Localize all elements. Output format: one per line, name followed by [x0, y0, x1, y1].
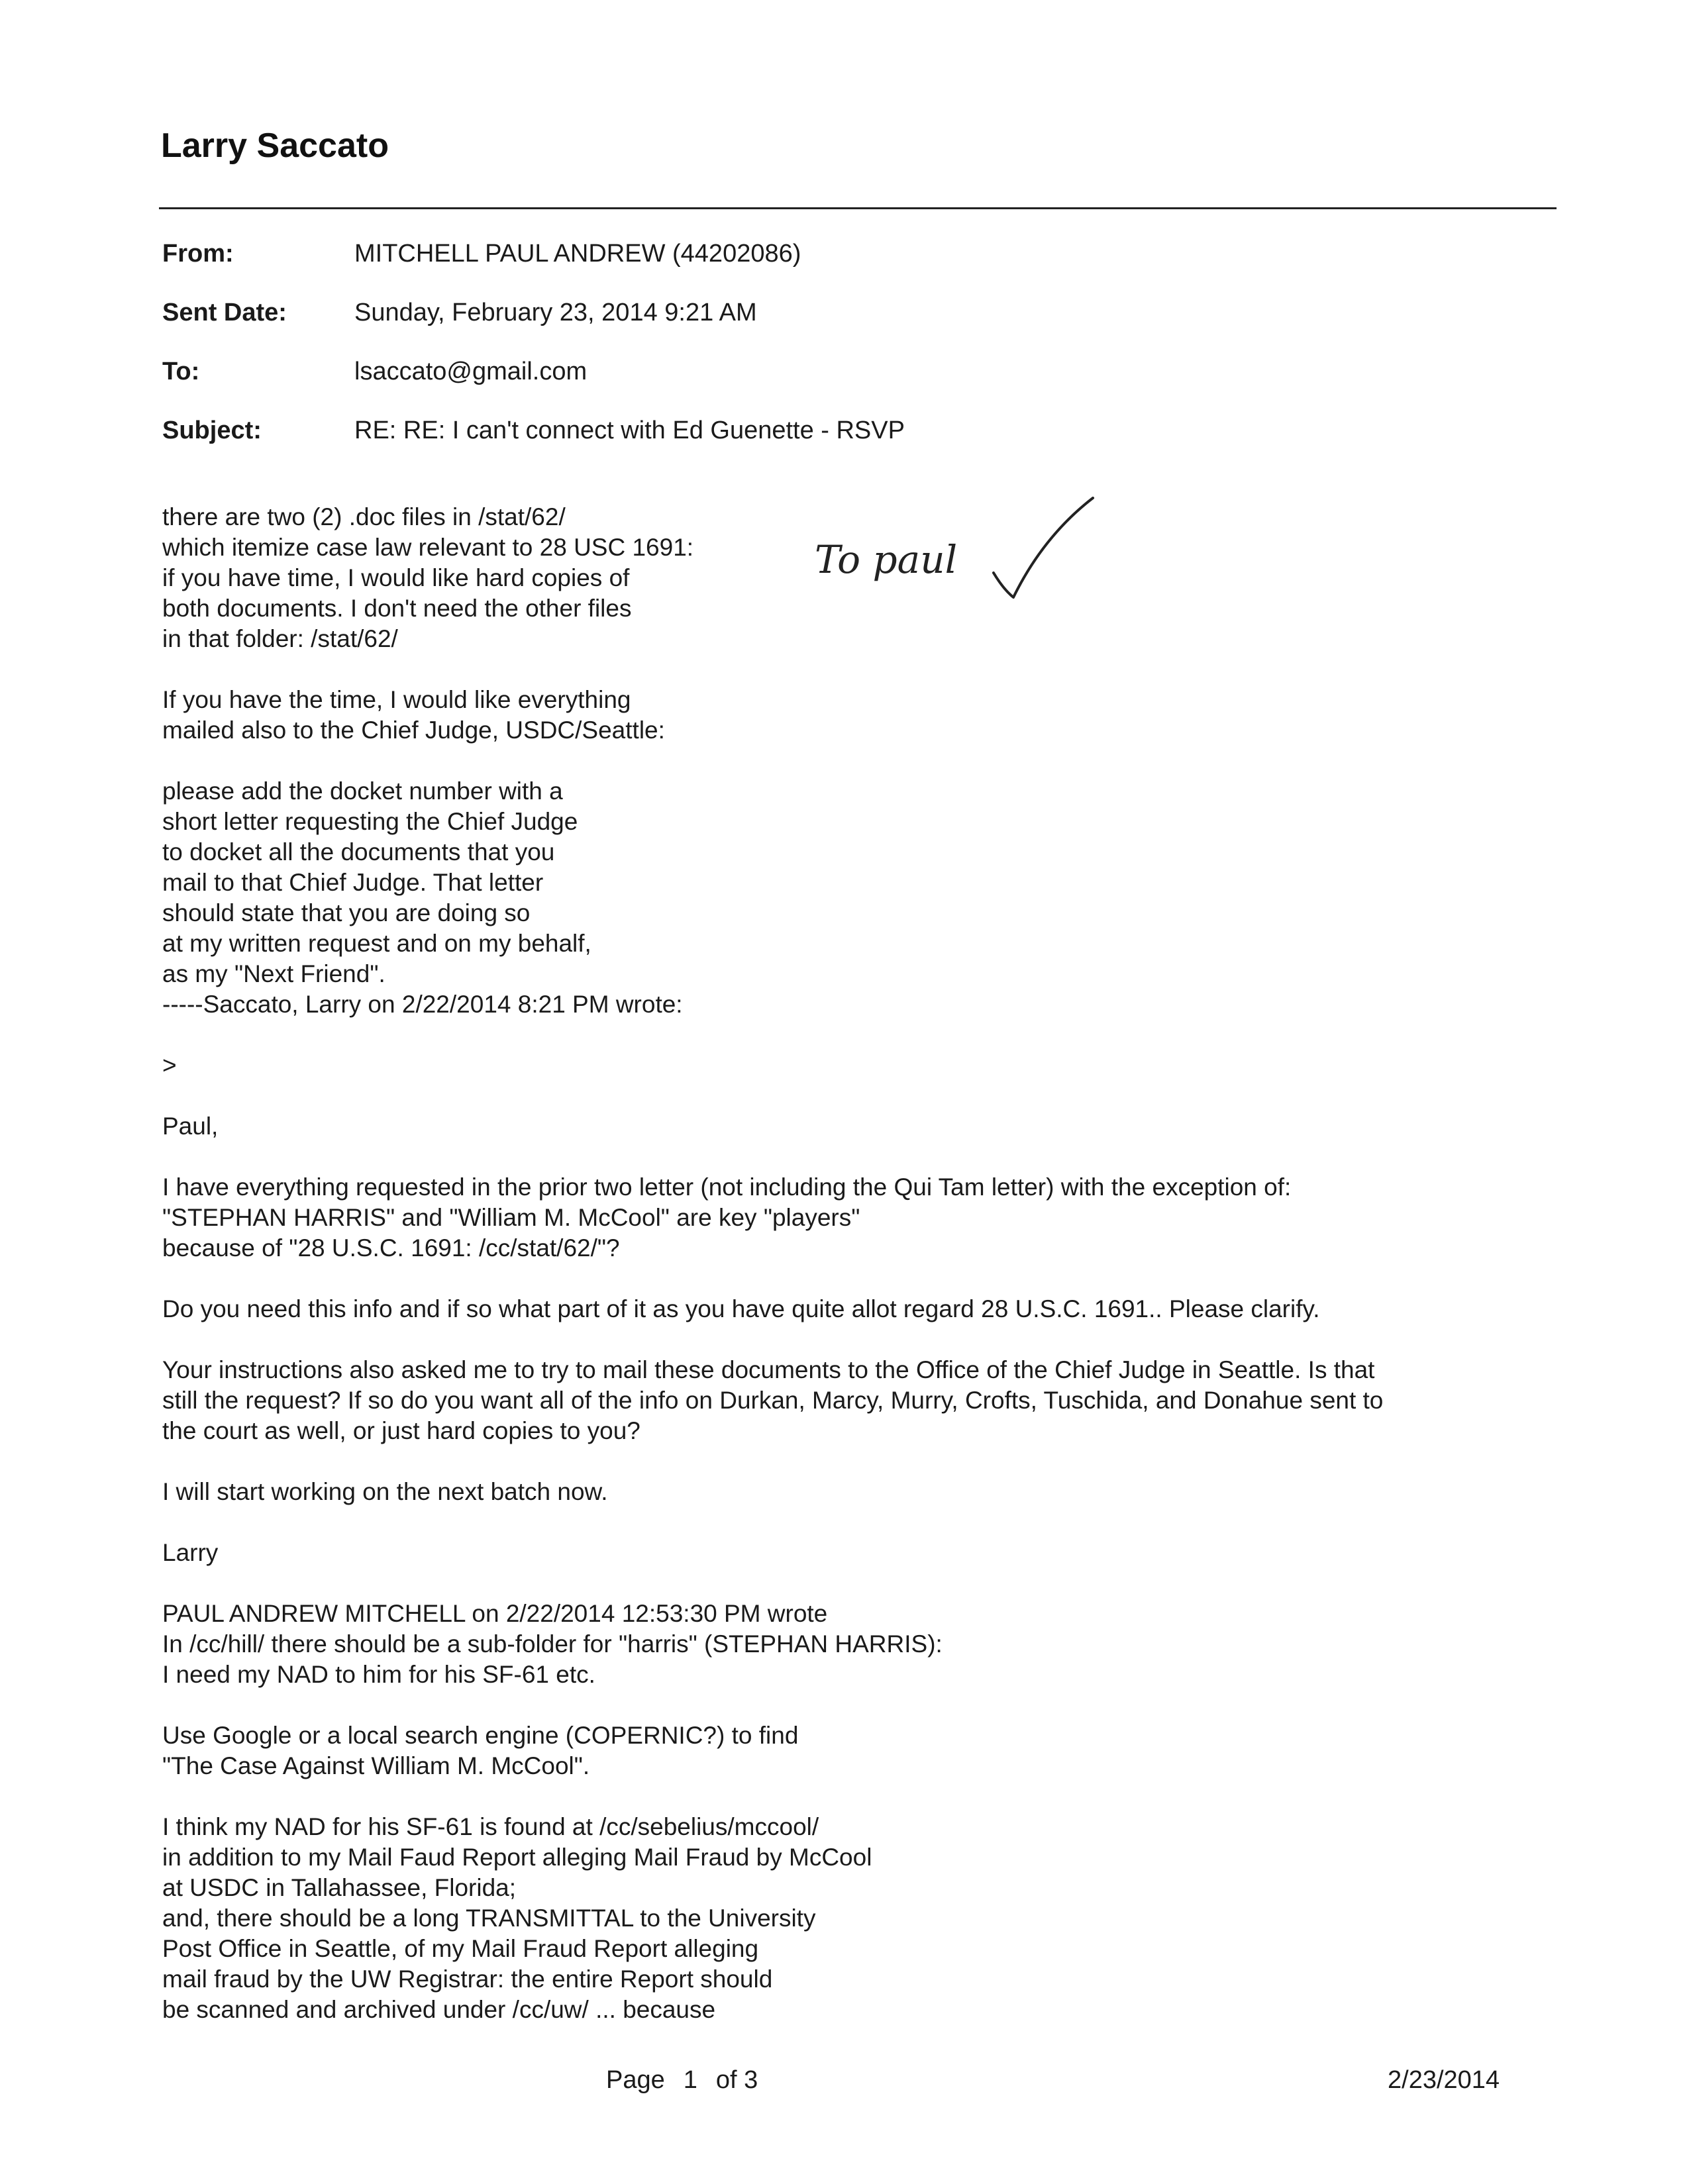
body-line: -----Saccato, Larry on 2/22/2014 8:21 PM wrote:: [162, 991, 683, 1018]
from-label: From:: [162, 240, 234, 268]
body-line: If you have the time, I would like everything: [162, 686, 631, 713]
body-line: Your instructions also asked me to try to mail these documents to the Office of the Chief Judge in Seattle. Is that: [162, 1356, 1375, 1383]
body-line: please add the docket number with a: [162, 777, 563, 805]
to-label: To:: [162, 358, 200, 385]
greeting: Paul,: [162, 1113, 219, 1140]
body-line: mailed also to the Chief Judge, USDC/Seattle:: [162, 717, 665, 744]
body-line: in that folder: /stat/62/: [162, 625, 398, 652]
body-line: as my "Next Friend".: [162, 960, 385, 987]
paragraph-6: [162, 1355, 1383, 1446]
paragraph-3: [162, 776, 1383, 1020]
signoff: Larry: [162, 1539, 219, 1566]
body-line: mail to that Chief Judge. That letter: [162, 869, 544, 896]
body-line: to docket all the documents that you: [162, 838, 555, 866]
paragraph-5: [162, 1294, 1383, 1324]
page-total: of 3: [715, 2066, 758, 2094]
page-title: Larry Saccato: [161, 126, 389, 165]
quote-marker: >: [162, 1052, 177, 1079]
body-line: because of "28 U.S.C. 1691: /cc/stat/62/"?: [162, 1234, 620, 1262]
body-line: if you have time, I would like hard copies of: [162, 564, 630, 591]
from-value: MITCHELL PAUL ANDREW (44202086): [354, 240, 801, 268]
body-line: I think my NAD for his SF-61 is found at /cc/sebelius/mccool/: [162, 1813, 819, 1840]
body-line: in addition to my Mail Faud Report alleging Mail Fraud by McCool: [162, 1844, 872, 1871]
body-line: which itemize case law relevant to 28 USC 1691:: [162, 534, 694, 561]
paragraph-7: [162, 1477, 1383, 1507]
annotation-text: To paul: [815, 537, 958, 582]
paragraph-10: [162, 1812, 1383, 2025]
body-line: should state that you are doing so: [162, 899, 531, 926]
body-line: In /cc/hill/ there should be a sub-folder for "harris" (STEPHAN HARRIS):: [162, 1630, 943, 1658]
body-line: I have everything requested in the prior two letter (not including the Qui Tam letter) with the exception of:: [162, 1173, 1292, 1201]
body-line: at USDC in Tallahassee, Florida;: [162, 1874, 517, 1901]
body-line: Use Google or a local search engine (COPERNIC?) to find: [162, 1722, 799, 1749]
page-number: 1: [683, 2066, 697, 2094]
body-line: Post Office in Seattle, of my Mail Fraud Report alleging: [162, 1935, 759, 1962]
subject-label: Subject:: [162, 417, 262, 444]
body-line: PAUL ANDREW MITCHELL on 2/22/2014 12:53:30 PM wrote: [162, 1600, 828, 1627]
paragraph-9: [162, 1720, 1383, 1781]
body-line: at my written request and on my behalf,: [162, 930, 591, 957]
body-line: still the request? If so do you want all of the info on Durkan, Marcy, Murry, Crofts, Tuschida, and Donahue sent to: [162, 1387, 1384, 1414]
body-line: there are two (2) .doc files in /stat/62/: [162, 503, 566, 530]
body-line: "The Case Against William M. McCool".: [162, 1752, 590, 1779]
sent-date-label: Sent Date:: [162, 299, 287, 326]
body-line: I need my NAD to him for his SF-61 etc.: [162, 1661, 595, 1688]
sent-date-value: Sunday, February 23, 2014 9:21 AM: [354, 299, 757, 326]
page-word: Page: [606, 2066, 665, 2094]
paragraph-4: [162, 1172, 1383, 1264]
body-line: short letter requesting the Chief Judge: [162, 808, 578, 835]
subject-value: RE: RE: I can't connect with Ed Guenette - RSVP: [354, 417, 905, 444]
paragraph-1: [162, 502, 1383, 654]
footer-date: 2/23/2014: [1388, 2066, 1500, 2094]
body-line: the court as well, or just hard copies to you?: [162, 1417, 640, 1444]
paragraph-2: [162, 685, 1383, 746]
body-line: Do you need this info and if so what part of it as you have quite allot regard 28 U.S.C. 1691.. Please clarify.: [162, 1295, 1320, 1322]
body-line: "STEPHAN HARRIS" and "William M. McCool" are key "players": [162, 1204, 860, 1231]
to-value: lsaccato@gmail.com: [354, 358, 588, 385]
page-indicator: [606, 2066, 776, 2095]
email-body: [162, 502, 1383, 2025]
body-line: both documents. I don't need the other files: [162, 595, 632, 622]
body-line: and, there should be a long TRANSMITTAL to the University: [162, 1905, 816, 1932]
body-line: mail fraud by the UW Registrar: the entire Report should: [162, 1965, 773, 1993]
body-line: I will start working on the next batch now.: [162, 1478, 608, 1505]
paragraph-8: [162, 1599, 1383, 1690]
body-line: be scanned and archived under /cc/uw/ ... because: [162, 1996, 716, 2023]
header-divider: [159, 207, 1557, 209]
